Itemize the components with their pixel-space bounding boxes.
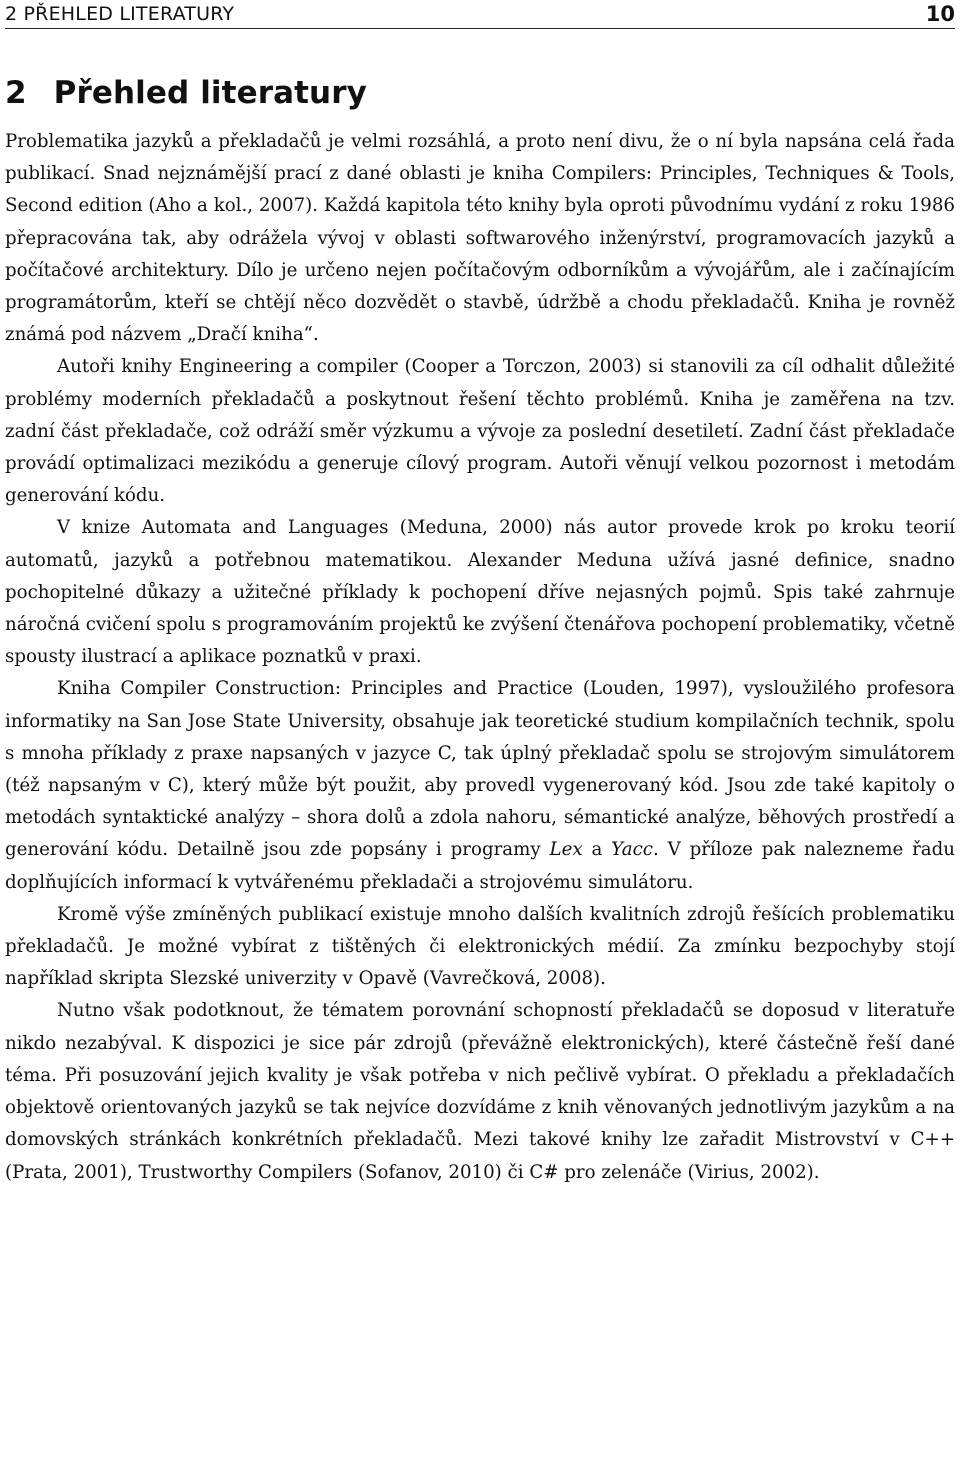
section-body: [5, 126, 955, 1189]
paragraph-4: [5, 673, 955, 898]
lex-program-name: Lex: [549, 839, 583, 861]
page-number: 10: [925, 2, 955, 26]
section-number: 2: [5, 75, 27, 111]
section-heading: [5, 73, 955, 113]
paragraph-4-text-b: . V příloze pak nalezneme řadu doplňujících informací k vytvářenému překladači a strojovému simulátoru.: [5, 839, 955, 893]
paragraph-5: Kromě výše zmíněných publikací existuje mnoho dalších kvalitních zdrojů řešících problematiku překladačů. Je možné vybírat z tištěných či elektronických médií. Za zmínku bezpochyby stojí například skripta Slezské univerzity v Opavě (Vavrečková, 2008).: [5, 903, 955, 990]
paragraph-4-text-a: Kniha Compiler Construction: Principles and Practice (Louden, 1997), vysloužilého profesora informatiky na San Jose State University, obsahuje jak teoretické studium kompilačních technik, spolu s mnoha příklady z praxe napsaných v jazyce C, tak úplný překladač spolu se strojovým simulátorem (též napsaným v C), který může být použit, aby provedl vygenerovaný kód. Jsou zde také kapitoly o metodách syntaktické analýzy – shora dolů a zdola nahoru, sémantické analýze, běhových prostředí a generování kódu. Detailně jsou zde popsány i programy: [5, 678, 955, 861]
yacc-program-name: Yacc: [611, 839, 653, 861]
running-header: [5, 0, 955, 29]
section-title: Přehled literatury: [53, 75, 367, 111]
paragraph-2: Autoři knihy Engineering a compiler (Cooper a Torczon, 2003) si stanovili za cíl odhalit důležité problémy moderních překladačů a poskytnout řešení těchto problémů. Kniha je zaměřena na tzv. zadní část překladače, což odráží směr výzkumu a vývoje za poslední desetiletí. Zadní část překladače provádí optimalizaci mezikódu a generuje cílový program. Autoři věnují velkou pozornost i metodám generování kódu.: [5, 356, 955, 507]
paragraph-4-conjunction: a: [582, 839, 612, 861]
document-page: [5, 0, 955, 1189]
paragraph-1: Problematika jazyků a překladačů je velmi rozsáhlá, a proto není divu, že o ní byla napsána celá řada publikací. Snad nejznámější prací z dané oblasti je kniha Compilers: Principles, Techniques & Tools, Second edition (Aho a kol., 2007). Každá kapitola této knihy byla oproti původnímu vydání z roku 1986 přepracována tak, aby odrážela vývoj v oblasti softwarového inženýrství, programovacích jazyků a počítačové architektury. Dílo je určeno nejen počítačovým odborníkům a vývojářům, ale i začínajícím programátorům, kteří se chtějí něco dozvědět o stavbě, údržbě a chodu překladačů. Kniha je rovněž známá pod názvem „Dračí kniha“.: [5, 131, 955, 346]
paragraph-3: V knize Automata and Languages (Meduna, 2000) nás autor provede krok po kroku teorií automatů, jazyků a potřebnou matematikou. Alexander Meduna užívá jasné definice, snadno pochopitelné důkazy a užitečné příklady k pochopení dříve nejasných pojmů. Spis také zahrnuje náročná cvičení spolu s programováním projektů ke zvýšení čtenářova pochopení problematiky, včetně spousty ilustrací a aplikace poznatků v praxi.: [5, 517, 955, 668]
paragraph-6: Nutno však podotknout, že tématem porovnání schopností překladačů se doposud v literatuře nikdo nezabýval. K dispozici je sice pár zdrojů (převážně elektronických), které částečně řeší dané téma. Při posuzování jejich kvality je však potřeba v nich pečlivě vybírat. O překladu a překladačích objektově orientovaných jazyků se tak nejvíce dozvídáme z knih věnovaných jednotlivým jazykům a na domovských stránkách konkrétních překladačů. Mezi takové knihy lze zařadit Mistrovství v C++ (Prata, 2001), Trustworthy Compilers (Sofanov, 2010) či C# pro zelenáče (Virius, 2002).: [5, 1000, 955, 1183]
running-header-chapter: 2 PŘEHLED LITERATURY: [5, 3, 235, 25]
